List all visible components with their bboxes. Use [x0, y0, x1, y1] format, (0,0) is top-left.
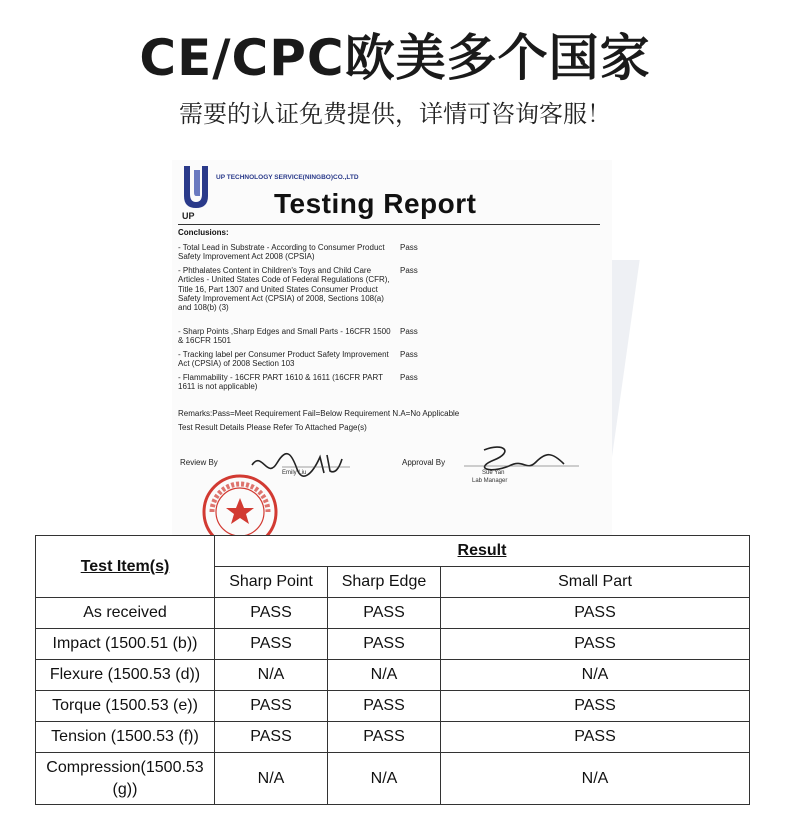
report-item: - Sharp Points ,Sharp Edges and Small Parts - 16CFR 1500 & 16CFR 1501 — [178, 327, 391, 346]
column-header: Small Part — [441, 567, 750, 598]
row-item: Torque (1500.53 (e)) — [36, 691, 215, 722]
testing-report-image — [172, 160, 612, 535]
table-cell: PASS — [215, 598, 328, 629]
table-cell: N/A — [441, 660, 750, 691]
report-item: - Total Lead in Substrate - According to Consumer Product Safety Improvement Act 2008 (CPSIA) — [178, 243, 385, 262]
page-title: CE/CPC欧美多个国家 — [139, 29, 651, 87]
results-table — [35, 535, 750, 805]
approver-name: Sue Yan — [482, 470, 505, 476]
logo-label: UP — [182, 211, 195, 221]
table-row — [36, 660, 750, 691]
table-row — [36, 598, 750, 629]
table-cell: PASS — [441, 722, 750, 753]
approver-title: Lab Manager — [472, 478, 508, 484]
item-header: Test Item(s) — [80, 557, 170, 575]
table-cell: PASS — [328, 598, 441, 629]
table-cell: PASS — [328, 691, 441, 722]
table-row — [36, 629, 750, 660]
review-label: Review By — [180, 458, 218, 467]
details-line: Test Result Details Please Refer To Attached Page(s) — [178, 423, 367, 432]
table-cell: PASS — [215, 722, 328, 753]
table-row — [36, 722, 750, 753]
table-cell: N/A — [215, 753, 328, 805]
row-item: Compression(1500.53 (g)) — [36, 753, 215, 805]
result-header-cell — [215, 536, 750, 567]
report-item-result: Pass — [400, 373, 418, 382]
conclusions-label: Conclusions: — [178, 228, 229, 237]
table-cell: N/A — [328, 753, 441, 805]
report-item-result: Pass — [400, 350, 418, 359]
report-title: Testing Report — [274, 188, 477, 219]
page-subtitle: 需要的认证免费提供，详情可咨询客服！ — [179, 100, 611, 128]
table-cell: PASS — [441, 598, 750, 629]
remarks-line: Remarks:Pass=Meet Requirement Fail=Below Requirement N.A=No Applicable — [178, 409, 460, 418]
company-seal-icon — [202, 474, 278, 535]
column-header: Sharp Point — [215, 567, 328, 598]
table-cell: PASS — [215, 691, 328, 722]
table-cell: N/A — [215, 660, 328, 691]
row-item: Impact (1500.51 (b)) — [36, 629, 215, 660]
row-item: Flexure (1500.53 (d)) — [36, 660, 215, 691]
report-item-result: Pass — [400, 243, 418, 252]
column-header: Sharp Edge — [328, 567, 441, 598]
company-logo-icon — [180, 164, 214, 214]
report-item-result: Pass — [400, 327, 418, 336]
result-header: Result — [457, 542, 507, 559]
reviewer-name: Emily Liu — [282, 470, 307, 476]
report-item: - Tracking label per Consumer Product Safety Improvement Act (CPSIA) of 2008 Section 103 — [178, 350, 389, 369]
table-cell: PASS — [215, 629, 328, 660]
item-header-cell — [36, 536, 215, 598]
divider — [178, 224, 600, 225]
table-cell: N/A — [441, 753, 750, 805]
report-item: - Flammability - 16CFR PART 1610 & 1611 (16CFR PART 1611 is not applicable) — [178, 373, 383, 392]
table-cell: PASS — [328, 629, 441, 660]
table-row — [36, 691, 750, 722]
company-name: UP TECHNOLOGY SERVICE(NINGBO)CO.,LTD — [216, 174, 359, 181]
report-item: - Phthalates Content in Children's Toys and Child Care Articles - United States Code of Federal Regulations (CFR), Title 16, Part 1307 and United States Consumer Product Safety Improvement Act (CPSIA) of 2008, Sections 108(a) and 108(b) (3) — [178, 266, 390, 313]
table-cell: N/A — [328, 660, 441, 691]
row-item: As received — [36, 598, 215, 629]
report-item-result: Pass — [400, 266, 418, 275]
table-cell: PASS — [328, 722, 441, 753]
table-cell: PASS — [441, 691, 750, 722]
table-cell: PASS — [441, 629, 750, 660]
table-row — [36, 753, 750, 805]
row-item: Tension (1500.53 (f)) — [36, 722, 215, 753]
approval-label: Approval By — [402, 458, 446, 467]
